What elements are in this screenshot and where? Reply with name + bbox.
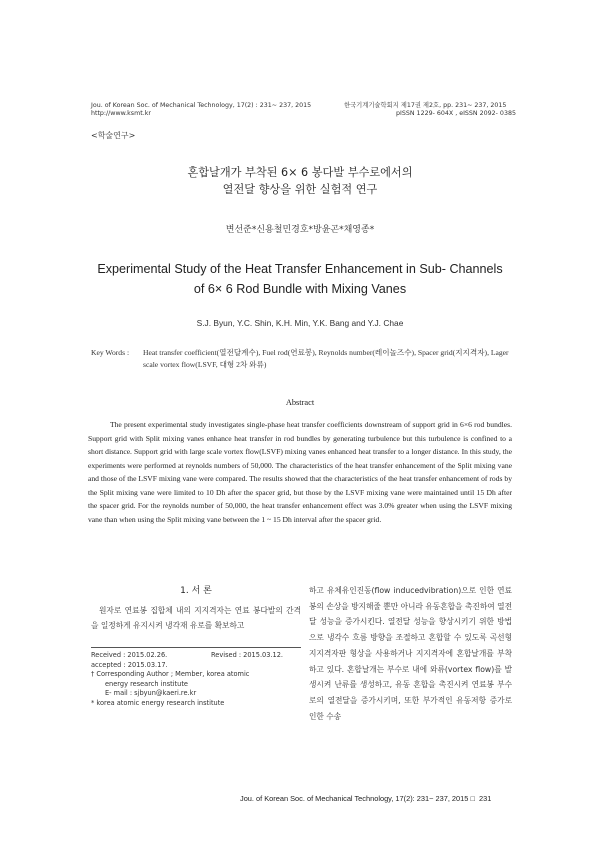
abstract-heading: Abstract [285, 398, 315, 407]
english-title-line1: Experimental Study of the Heat Transfer Enhancement in Sub- Channels [97, 262, 503, 276]
journal-citation-ko: 한국기계기술학회지 제17권 제2호, pp. 231~ 237, 2015 [344, 102, 507, 109]
keywords-text: Heat transfer coefficient(열전달계수), Fuel rod(연료봉), Reynolds number(레이놀즈수), Spacer grid(지지격자), Lager scale vortex flow(LSVF, 대형 2차 와류) [143, 348, 509, 369]
journal-header-left [91, 102, 311, 118]
corresponding-affiliation: energy research institute [105, 679, 188, 688]
author-affiliation: * korea atomic energy research institute [91, 698, 225, 707]
english-authors: S.J. Byun, Y.C. Shin, K.H. Min, Y.K. Bang and Y.J. Chae [196, 318, 404, 328]
footnotes [91, 651, 306, 709]
corresponding-author: † Corresponding Author ; Member, korea atomic [91, 670, 250, 679]
author-email[interactable]: E- mail : sjbyun@kaeri.re.kr [105, 689, 197, 698]
keywords-label: Key Words : [91, 348, 130, 357]
footer-mark: □ [470, 794, 475, 803]
korean-title [0, 164, 600, 198]
section-heading: 1. 서 론 [180, 586, 212, 596]
journal-header-right [344, 102, 516, 118]
korean-title-line2: 열전달 향상을 위한 실험적 연구 [222, 183, 378, 196]
abstract-body: The present experimental study investigates single-phase heat transfer coefficients downstream of support grid in 6×6 rod bundles. Support grid with Split mixing vanes enhance heat transfer in rod bundles by generating turbulence but this turbulence is confined to a short distance. Support grid with large scale vortex flow(LSVF) mixing vanes enhanced heat transfer to a longer distance. In this study, the experiments were performed at reynolds numbers of 50,000. The characteristics of the heat transfer enhancement of the Split mixing vane and those of the LSVF mixing vane were compared. The results showed that the characteristics of the heat transfer enhancement of rods by the Split mixing vane were limited to 10 Dh after the spacer grid, but those by the LSVF mixing vane were maintained until 15 Dh after the spacer grid. For the reynolds number of 50,000, the heat transfer enhancement effect was 3.0% greater when using the LSVF mixing vane than when using the Split mixing vane between the 1 ~ 15 Dh interval after the spacer grid. [88, 420, 512, 524]
journal-citation: Jou. of Korean Soc. of Mechanical Technology, 17(2) : 231~ 237, 2015 [91, 102, 312, 109]
date-row [91, 651, 306, 661]
journal-url[interactable]: http://www.ksmt.kr [91, 110, 151, 117]
article-category: <학술연구> [91, 131, 136, 140]
received-date: Received : 2015.02.26. [91, 651, 168, 659]
issn: pISSN 1229- 604X , eISSN 2092- 0385 [396, 110, 516, 117]
intro-left-column: 원자로 연료봉 집합체 내의 지지격자는 연료 봉다발의 간격을 일정하게 유지시켜 냉각재 유로를 확보하고 [91, 606, 301, 630]
revised-date: Revised : 2015.03.12. [211, 651, 284, 659]
page-footer [240, 794, 491, 803]
footnote-divider [91, 647, 301, 648]
english-title [0, 259, 600, 299]
page-number: 231 [478, 794, 492, 803]
footer-citation: Jou. of Korean Soc. of Mechanical Technology, 17(2): 231~ 237, 2015 [240, 794, 469, 803]
korean-title-line1: 혼합날개가 부착된 6× 6 봉다발 부수로에서의 [187, 166, 413, 179]
english-title-line2: of 6× 6 Rod Bundle with Mixing Vanes [193, 282, 407, 296]
korean-authors: 변선준*신용철민경호*방윤곤*채영종* [225, 225, 375, 235]
accepted-date: accepted : 2015.03.17. [91, 660, 168, 669]
intro-right-column: 하고 유체유인진동(flow inducedvibration)으로 인한 연료봉의 손상을 방지해줄 뿐만 아니라 유동혼합을 촉진하여 열전달 성능을 증가시킨다. 열전달 성능을 향상시키기 위한 방법으로 냉각수 흐름 방향을 조절하고 혼합할 수 있도록 곡선형 지지격자판 형상을 사용하거나 지지격자에 혼합날개를 부착하고 있다. 혼합날개는 부수로 내에 와류(vortex flow)를 발생시켜 난류를 생성하고, 유동 혼합을 촉진시켜 연료봉 부수로의 열전달을 증가시키며, 또한 부가적인 유동저항 증가로 인한 수송 [309, 586, 512, 721]
